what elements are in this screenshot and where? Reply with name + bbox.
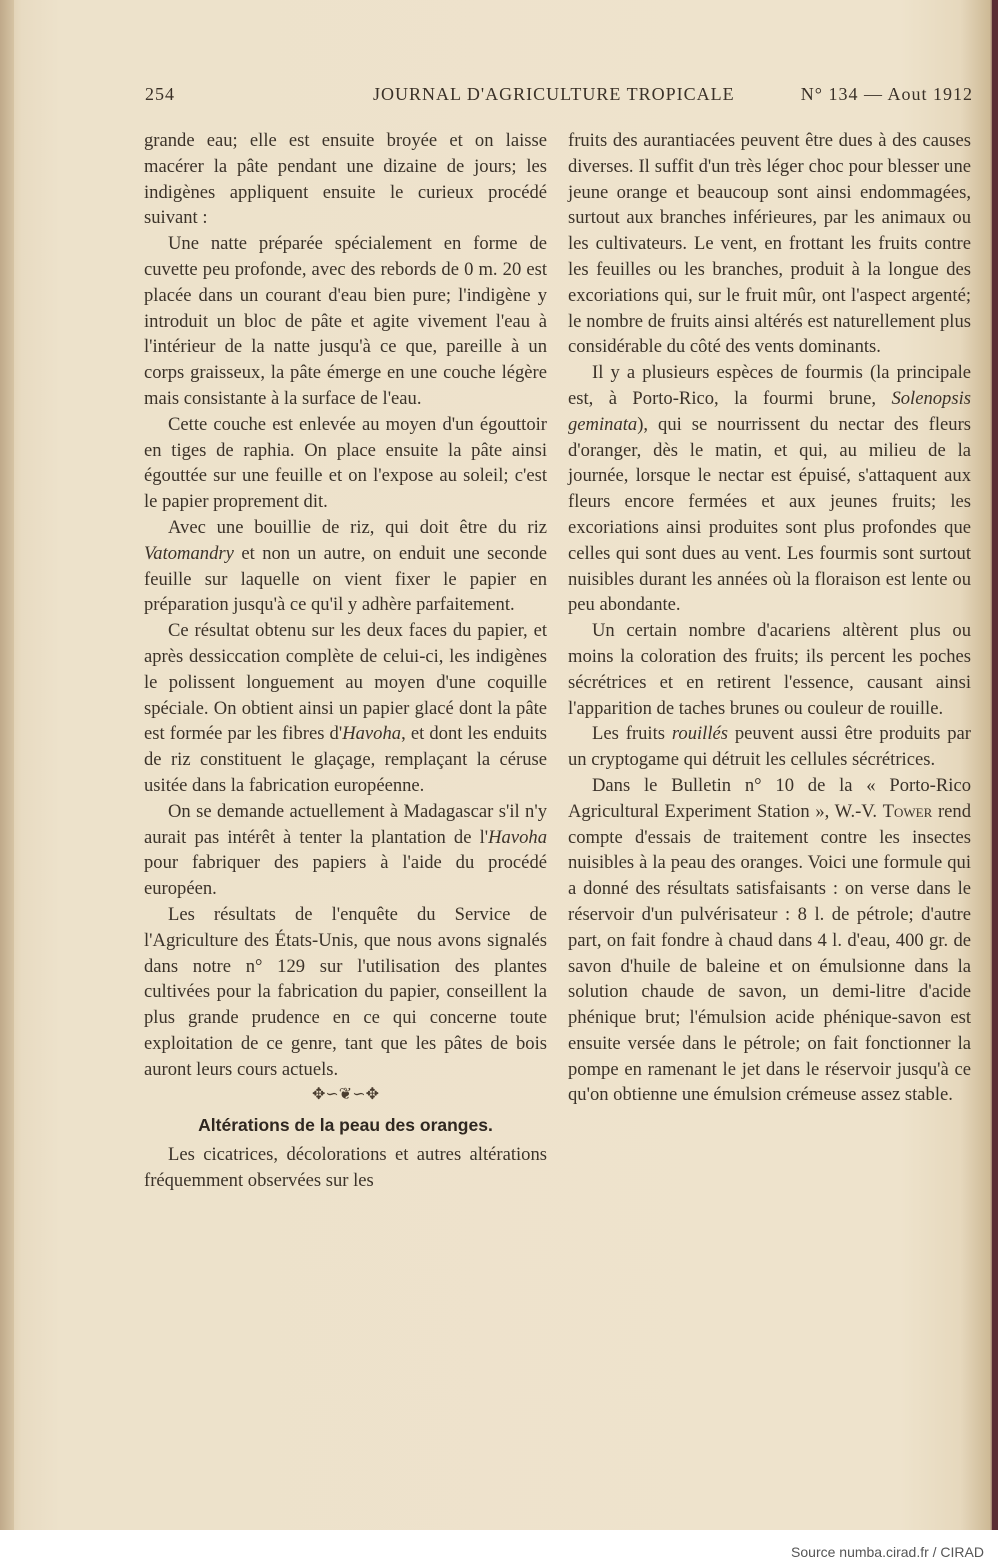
paragraph: Les résultats de l'enquête du Service de l'Agriculture des États-Unis, que nous avons signalés dans notre n° 129 sur l'utilisation des plantes cultivées pour la fabrication du papier, conseillent la plus grande prudence en ce qui concerne toute exploitation de ce genre, tant que les pâtes de bois auront leurs cours actuels. bbox=[144, 903, 547, 1080]
paragraph: Il y a plusieurs espèces de fourmis (la principale est, à Porto-Rico, la fourmi brune, Solenopsis geminata), qui se nourrissent du nectar des fleurs d'oranger, dès le matin, et qui, au milieu de la journée, lorsque le nectar est épuisé, s'attaquent aux fleurs encore fermées et aux jeunes fruits; les excoriations ainsi produites sont plus profondes que celles qui sont dues au vent. Les fourmis sont surtout nuisibles durant les années où la floraison est lente ou peu abondante. bbox=[568, 362, 971, 616]
section-title: Altérations de la peau des oranges. bbox=[198, 1115, 493, 1136]
journal-title: JOURNAL D'AGRICULTURE TROPICALE bbox=[373, 84, 735, 104]
paragraph: Les fruits rouillés peuvent aussi être produits par un cryptogame qui détruit les cellules sécrétrices. bbox=[568, 723, 971, 771]
paragraph: Un certain nombre d'acariens altèrent plus ou moins la coloration des fruits; ils percent les poches sécrétrices et en retirent l'essence, causant ainsi l'apparition de taches brunes ou couleur de rouille. bbox=[568, 620, 971, 719]
paragraph: Avec une bouillie de riz, qui doit être du riz Vatomandry et non un autre, on enduit une seconde feuille sur laquelle on vient fixer le papier en préparation jusqu'à ce qu'il y adhère parfaitement. bbox=[144, 516, 547, 616]
paragraph: Les cicatrices, décolorations et autres altérations fréquemment observées sur les bbox=[144, 1144, 547, 1192]
italic-term: rouillés bbox=[671, 723, 728, 745]
right-column bbox=[568, 128, 971, 1108]
italic-term: Havoha bbox=[342, 723, 402, 745]
italic-term: Solenopsis geminata bbox=[568, 387, 971, 435]
paragraph: fruits des aurantiacées peuvent être dues à des causes diverses. Il suffit d'un très léger choc pour blesser une jeune orange et beaucoup sont ainsi endommagées, surtout aux branches inférieures, par les animaux ou les cultivateurs. Le vent, en frottant les fruits contre les feuilles ou les branches, produit à la longue des excoriations qui, sur le fruit mûr, ont l'aspect argenté; le nombre de fruits ainsi altérés est naturellement plus considérable du côté des vents dominants. bbox=[568, 130, 971, 358]
paragraph: On se demande actuellement à Madagascar s'il n'y aurait pas intérêt à tenter la plantation de l'Havoha pour fabriquer des papiers à l'aide du procédé européen. bbox=[144, 800, 547, 900]
left-column bbox=[144, 128, 547, 1194]
ornament-divider: ✥∽❦∽✥ bbox=[311, 1086, 380, 1104]
paragraph: Une natte préparée spécialement en forme de cuvette peu profonde, avec des rebords de 0 m. 20 est placée dans un courant d'eau bien pure; l'indigène y introduit un bloc de pâte et agite vivement l'eau à l'intérieur de la natte jusqu'à ce que, pareille à un corps graisseux, la pâte émerge en une couche légère mais consistante à la surface de l'eau. bbox=[144, 233, 547, 409]
book-edge bbox=[992, 0, 998, 1530]
source-credit: Source numba.cirad.fr / CIRAD bbox=[791, 1544, 984, 1560]
paragraph: Ce résultat obtenu sur les deux faces du papier, et après dessiccation complète de celui-ci, les indigènes le polissent longuement au moyen d'une coquille spéciale. On obtient ainsi un papier glacé dont la pâte est formée par les fibres d'Havoha, et dont les enduits de riz constituent le glaçage, remplaçant la céruse usitée dans la fabrication européenne. bbox=[144, 620, 547, 796]
issue-info: N° 134 — Aout 1912 bbox=[800, 84, 973, 104]
italic-term: Havoha bbox=[488, 826, 547, 848]
author-name: Tower bbox=[882, 800, 933, 822]
running-header bbox=[145, 84, 973, 110]
italic-term: Vatomandry bbox=[144, 542, 234, 564]
paragraph: grande eau; elle est ensuite broyée et on laisse macérer la pâte pendant une dizaine de jours; les indigènes appliquent ensuite le curieux procédé suivant : bbox=[144, 130, 547, 229]
paragraph: Cette couche est enlevée au moyen d'un égouttoir en tiges de raphia. On place ensuite la pâte ainsi égouttée sur une feuille et on l'expose au soleil; c'est le papier proprement dit. bbox=[144, 413, 547, 513]
paragraph: Dans le Bulletin n° 10 de la « Porto-Rico Agricultural Experiment Station », W.-V. Tower rend compte d'essais de traitement contre les insectes nuisibles à la peau des oranges. Voici une formule qui a donné des résultats satisfaisants : on verse dans le réservoir d'un pulvérisateur : 8 l. de pétrole; d'autre part, on fait fondre à chaud dans 4 l. d'eau, 400 gr. de savon d'huile de baleine et on émulsionne dans la solution chaude de savon, un demi-litre d'acide phénique brut; l'émulsion acide phénique-savon est ensuite versée dans le pétrole; on fait fonctionner la pompe en ramenant le jet dans le réservoir jusqu'à ce qu'on obtienne une émulsion crémeuse assez stable. bbox=[568, 774, 971, 1106]
page-number: 254 bbox=[145, 84, 175, 104]
page-binding bbox=[0, 0, 14, 1530]
